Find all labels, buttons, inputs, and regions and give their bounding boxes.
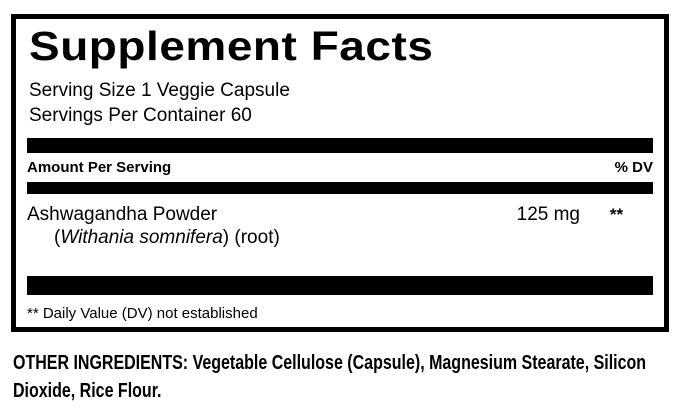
ingredient-name: Ashwagandha Powder xyxy=(27,204,218,225)
amount-per-serving-header: Amount Per Serving xyxy=(27,159,172,176)
thick-rule-top xyxy=(27,138,653,153)
botanical-paren-close-and-part: ) (root) xyxy=(222,227,280,248)
percent-dv-header: % DV xyxy=(614,159,653,176)
daily-value-footnote: ** Daily Value (DV) not established xyxy=(27,305,258,322)
ingredient-row xyxy=(27,203,653,226)
rule-below-header xyxy=(27,182,653,194)
thick-rule-footnote xyxy=(27,276,653,295)
ingredient-amount: 125 mg xyxy=(516,204,580,225)
serving-size-line: Serving Size 1 Veggie Capsule xyxy=(29,80,290,101)
other-ingredients-text: OTHER INGREDIENTS: Vegetable Cellulose (Capsule), Magnesium Stearate, Silicon Dioxide, Rice Flour. xyxy=(13,352,647,402)
servings-per-container-line: Servings Per Container 60 xyxy=(29,105,252,126)
column-header-row xyxy=(27,153,653,182)
botanical-paren-open: ( xyxy=(54,227,61,248)
panel-title: Supplement Facts xyxy=(29,23,434,69)
ingredient-dv-value: ** xyxy=(609,205,624,224)
botanical-latin-name: Withania somnifera xyxy=(60,227,223,248)
supplement-facts-panel xyxy=(11,14,669,332)
ingredient-botanical-line xyxy=(27,226,653,250)
